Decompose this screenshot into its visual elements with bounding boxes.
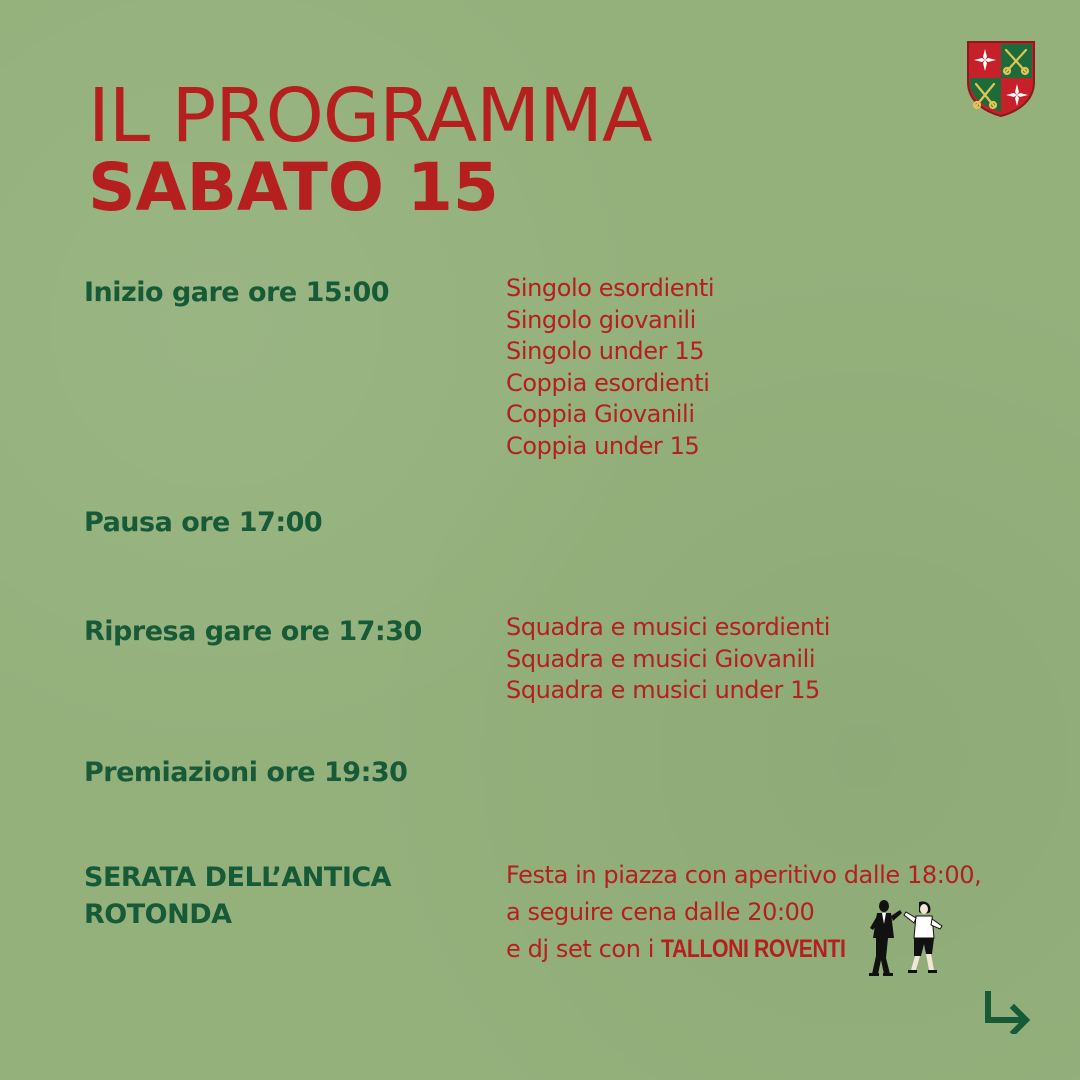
schedule-label-start: Inizio gare ore 15:00 (84, 277, 390, 308)
list-item: Squadra e musici esordienti (506, 613, 831, 641)
list-item: Singolo under 15 (506, 337, 705, 365)
evening-line-cena: a seguire cena dalle 20:00 (506, 898, 815, 926)
evening-label-line2: ROTONDA (84, 899, 232, 930)
schedule-label-resume: Ripresa gare ore 17:30 (84, 616, 422, 647)
schedule-label-awards: Premiazioni ore 19:30 (84, 757, 408, 788)
list-item: Singolo esordienti (506, 274, 715, 302)
djset-highlight: TALLONI ROVENTI (661, 935, 846, 963)
schedule-label-pause: Pausa ore 17:00 (84, 507, 323, 538)
list-item: Coppia Giovanili (506, 400, 695, 428)
schedule-items-start (506, 273, 714, 462)
coat-of-arms-icon (966, 40, 1036, 118)
list-item: Coppia esordienti (506, 368, 710, 397)
schedule-items-resume (506, 612, 830, 707)
evening-label-line1: SERATA DELL’ANTICA (84, 862, 392, 893)
dancers-icon (864, 898, 946, 980)
list-item: Coppia under 15 (506, 431, 700, 460)
page-title: IL PROGRAMMA (88, 73, 652, 159)
evening-line-aperitivo: Festa in piazza con aperitivo dalle 18:00, (506, 861, 982, 889)
djset-prefix: e dj set con i (506, 935, 662, 963)
list-item: Squadra e musici under 15 (506, 676, 820, 704)
arrow-down-right-icon[interactable] (980, 990, 1036, 1034)
list-item: Singolo giovanili (506, 305, 696, 334)
list-item: Squadra e musici Giovanili (506, 644, 816, 673)
page-subtitle: SABATO 15 (88, 149, 499, 226)
